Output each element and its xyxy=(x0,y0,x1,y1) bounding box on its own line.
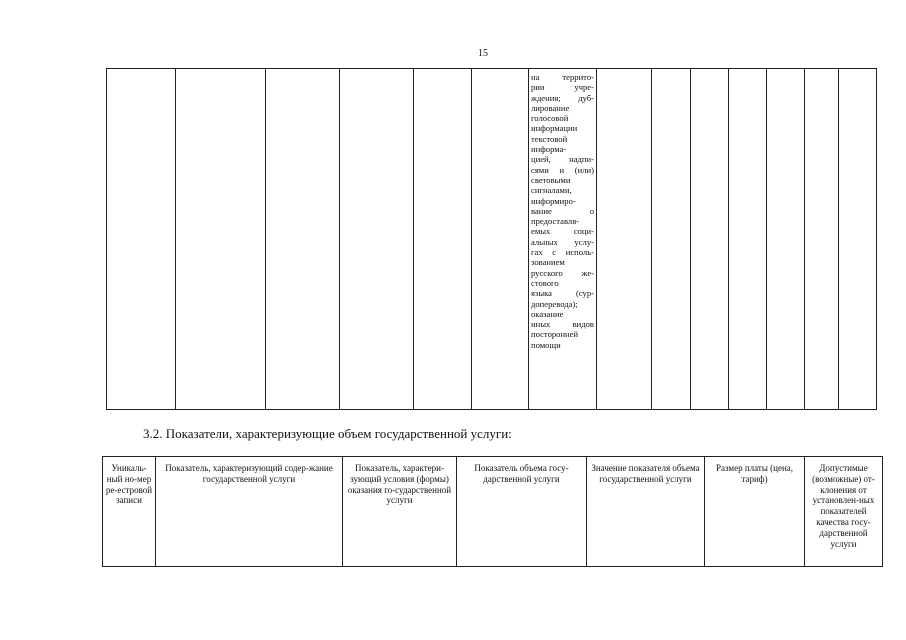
text-line: ждения; дуб- xyxy=(531,92,594,103)
continuation-text-cell xyxy=(529,69,597,410)
page-number: 15 xyxy=(478,48,488,59)
text-line: альных услу- xyxy=(531,236,594,247)
text-line: русского же- xyxy=(531,267,594,278)
header-content-indicator: Показатель, характеризующий содер-жание государственной услуги xyxy=(156,457,343,567)
text-line: емых соци- xyxy=(531,226,594,237)
table-cell xyxy=(266,69,340,410)
text-line: иных видов xyxy=(531,319,594,330)
table-cell xyxy=(805,69,839,410)
table-cell xyxy=(691,69,729,410)
text-line: оказание xyxy=(531,308,564,319)
table-cell xyxy=(652,69,691,410)
text-line: лирование xyxy=(531,102,570,113)
header-fee: Размер платы (цена, тариф) xyxy=(705,457,805,567)
text-line: доперевода); xyxy=(531,298,578,309)
text-line: информа- xyxy=(531,144,567,155)
header-conditions-indicator: Показатель, характери-зующий условия (формы) оказания го-сударственной услуги xyxy=(343,457,457,567)
text-line: вание о xyxy=(531,205,594,216)
text-line: посторонней xyxy=(531,329,579,340)
section-title: 3.2. Показатели, характеризующие объем государственной услуги: xyxy=(143,426,512,441)
table-cell xyxy=(597,69,652,410)
text-line: гах с исполь- xyxy=(531,247,594,258)
text-line: предоставля- xyxy=(531,216,580,227)
text-line: текстовой xyxy=(531,133,568,144)
table-cell xyxy=(472,69,529,410)
text-line: цией, надпи- xyxy=(531,154,594,165)
text-line: информации xyxy=(531,123,578,134)
text-line: световыми xyxy=(531,174,571,185)
volume-indicators-table xyxy=(102,456,883,567)
header-volume-indicator: Показатель объема госу-дарственной услуги xyxy=(457,457,587,567)
text-line: голосовой xyxy=(531,113,569,124)
table-cell xyxy=(414,69,472,410)
header-allowed-deviations: Допустимые (возможные) от-клонения от установлен-ных показателей качества госу-дарственной услуги xyxy=(805,457,883,567)
text-line: информиро- xyxy=(531,195,576,206)
text-line: зованием xyxy=(531,257,565,268)
text-line: стового xyxy=(531,277,559,288)
table-cell xyxy=(176,69,266,410)
table-cell xyxy=(839,69,877,410)
header-registry-number: Уникаль-ный но-мер ре-естровой записи xyxy=(103,457,156,567)
table-cell xyxy=(767,69,805,410)
text-line: помощи xyxy=(531,339,561,350)
text-line: на террито- xyxy=(531,72,594,82)
header-volume-value: Значение показателя объема государственной услуги xyxy=(587,457,705,567)
text-line: сигналами, xyxy=(531,185,572,196)
table-cell xyxy=(107,69,176,410)
text-line: языка (сур- xyxy=(531,288,594,299)
text-line: рии учре- xyxy=(531,82,594,93)
table-cell xyxy=(729,69,767,410)
continuation-table xyxy=(106,68,877,410)
table-cell xyxy=(340,69,414,410)
text-line: сями и (или) xyxy=(531,164,594,175)
